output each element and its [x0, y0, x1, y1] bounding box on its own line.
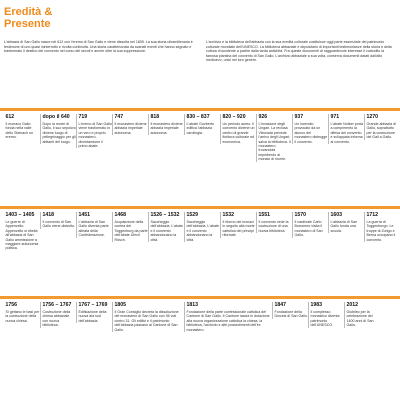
- timeline-year: 1529: [186, 212, 199, 218]
- timeline-entry: [112, 114, 148, 135]
- timeline-year: 1526 – 1532: [150, 212, 180, 218]
- timeline-year: 937: [294, 114, 304, 120]
- timeline-text: Il cardinale Carlo Borromeo visita il monastero di San Gallo.: [294, 220, 323, 238]
- page-title: [4, 6, 52, 30]
- timeline-text: Il monastero diviene abbazia imperiale autonoma.: [150, 122, 183, 135]
- timeline-entry: [4, 302, 40, 323]
- timeline-year: 747: [114, 114, 124, 120]
- timeline-entry: [40, 114, 76, 144]
- timeline-year: dopo il 640: [42, 114, 70, 120]
- timeline-entry: [364, 212, 396, 242]
- timeline-text: Il ritorno dei monaci in seguito alla morte cattolica dei principi riformati.: [222, 220, 255, 238]
- timeline-year: 1403 – 1405: [5, 212, 35, 218]
- band-rule: [0, 108, 400, 111]
- timeline-entry: [328, 114, 364, 144]
- timeline-entry: [148, 114, 184, 135]
- timeline-entry: [272, 302, 308, 319]
- timeline-text: Le guerre di Appenzello. Appenzello si ribella all'abbazia di San Gallo ammissione a maggiore autonomia politica.: [5, 220, 39, 251]
- timeline-year: 2012: [346, 302, 359, 308]
- timeline-text: Saccheggio dell'abbazia. L'abate e il convento abbandonano la città.: [186, 220, 220, 242]
- timeline-text: Acquisizione della contea del Toggenburg da parte dell'abate Ulrich Rösch.: [114, 220, 148, 242]
- timeline-year: 1813: [186, 302, 199, 308]
- timeline-text: Fondazione della parte confessionale cattolica del Cantone di San Gallo. Il Cantone lascia in dotazione alla nuova organizzazione cattolica la chiesa, la biblioteca, l'archivio e altri possedimenti dell'ex monastero.: [186, 310, 270, 332]
- timeline-text: Il convento di San Gallo viene distrutto.: [42, 220, 76, 229]
- timeline-entry: [292, 114, 328, 144]
- band-rule: [0, 296, 400, 299]
- timeline-entry: [328, 212, 364, 233]
- title-line-2: Presente: [4, 18, 51, 30]
- timeline-entry: [112, 212, 148, 242]
- timeline-text: Grande abbazia di Gallo, soprattutto per la costruzione del Gall a Gallo.: [366, 122, 396, 140]
- timeline-year: 1983: [310, 302, 323, 308]
- timeline-year: 1603: [330, 212, 343, 218]
- intro-right: L'archivio e la biblioteca dell'abbazia con la sua eredità culturale costituisce oggi parte essenziale del patrimonio culturale mondiale dell'UNESCO. La biblioteca abbaziale e depositario di importanti testimonianze della storia e della cultura d'occidente a partire dalla tarda antichità. Fra queste documenti di ragguardevole interesse il custodito la famosa piantina del convento di San Gallo. L'archivio abbaziale a sua volta, conserva documenti datati dall'alto medioevo, unici nel loro genere.: [206, 40, 392, 63]
- timeline-entry: [40, 302, 76, 328]
- timeline-text: Il monastero diviene abbazia imperiale autonoma.: [114, 122, 147, 135]
- timeline-entry: [76, 302, 112, 323]
- timeline-text: Il Gran Consiglio decreta la dissoluzione del monastero di San Gallo con 36 voti contro 31. Gli edifici e il patrimonio dell'abbazia passano al Cantone di San Gallo.: [114, 310, 179, 332]
- timeline-year: 1756 – 1767: [42, 302, 72, 308]
- timeline-text: Il complesso monastico diventa patrimonio dell'UNESCO.: [310, 310, 340, 328]
- timeline-year: 1468: [114, 212, 127, 218]
- timeline-entry: [76, 114, 112, 148]
- timeline-text: Giubileo per la celebrazione dei 1400 anni di San Gallo.: [346, 310, 374, 328]
- timeline-year: 1847: [274, 302, 287, 308]
- timeline-entry: [184, 212, 220, 242]
- timeline-year: 719: [78, 114, 88, 120]
- timeline-year: 1756: [5, 302, 18, 308]
- timeline-year: 830 – 837: [186, 114, 210, 120]
- timeline-year: 1551: [258, 212, 271, 218]
- timeline-text: Dopo la morte di Gallo, il suo sepolcro diviene luogo di pellegrinaggio per gli abitanti del luogo.: [42, 122, 76, 144]
- timeline-year: 926: [258, 114, 268, 120]
- timeline-entry: [256, 212, 292, 233]
- timeline-year: 1712: [366, 212, 379, 218]
- timeline-text: Un incendio provocato da un alunno del monastero distrugge il convento.: [294, 122, 328, 144]
- timeline-text: L'abbazia di San Gallo fonda una scuola.: [330, 220, 357, 233]
- band-rule: [0, 206, 400, 209]
- timeline-year: 1418: [42, 212, 55, 218]
- title-line-1: Eredità &: [4, 6, 53, 18]
- timeline-entry: [220, 212, 256, 238]
- timeline-text: L'abate Gozberto edifica l'abbazia carolingia.: [186, 122, 214, 135]
- timeline-year: 971: [330, 114, 340, 120]
- timeline-entry: [148, 212, 184, 242]
- timeline-text: La guerra di Toggenburgo. Le truppe di Zurigo e Berna occupano il convento.: [366, 220, 396, 242]
- intro-left: L'abbazia di San Gallo nasce nel 612 con l'eremo di San Gallo e viene dissolta nel 1805. La sua storia ultramillenaria è testimone di uno quasi ininterrotto e rivolta continuità. Una storia caratterizzata da svariati eventi che hanno segnato e trasformato il destino del convento nel corso dei secoli e anche oltre la sua soppressione.: [4, 40, 193, 54]
- timeline-entry: [76, 212, 112, 238]
- timeline-entry: [184, 114, 220, 135]
- timeline-year: 1270: [366, 114, 379, 120]
- timeline-entry: [184, 302, 272, 332]
- timeline-text: Il convento vede la costruzione di una nuova biblioteca.: [258, 220, 289, 233]
- timeline-year: 612: [5, 114, 15, 120]
- timeline-year: 820 – 920: [222, 114, 246, 120]
- timeline-entry: [364, 114, 396, 140]
- timeline-year: 1570: [294, 212, 307, 218]
- timeline-entry: [308, 302, 344, 328]
- timeline-text: L'abate Notker porta a compimento la difesa del convento e sviluppata informa al convento.: [330, 122, 363, 144]
- timeline-text: L'eremo di San Gallo viene trasformato in un vero e proprio monastero, diventandone il primo abate.: [78, 122, 112, 149]
- timeline-year: 1532: [222, 212, 235, 218]
- timeline-text: Saccheggio dell'abbazia. L'abate e il convento abbandonano la città.: [150, 220, 184, 242]
- timeline-text: Il monaco Gallo fonda nella valle dello Steinach un eremo.: [5, 122, 34, 140]
- timeline-year: 818: [150, 114, 160, 120]
- timeline-entry: [256, 114, 292, 162]
- timeline-text: L'invasione degli Ungari. La reclusa Viborada prevede l'arrivo degli Ungari; salva la biblioteca. Il monastero trovandola impedendo ai monaci di morire.: [258, 122, 291, 162]
- timeline-year: 1451: [78, 212, 91, 218]
- timeline-text: Fondazione della Diocesi di San Gallo.: [274, 310, 308, 319]
- timeline-text: Si gettano le basi per la costruzione della nuova chiesa.: [5, 310, 40, 323]
- timeline-entry: [4, 114, 40, 140]
- timeline-entry: [220, 114, 256, 144]
- timeline-entry: [292, 212, 328, 238]
- timeline-text: Edificazione della nuova ala sud dell'abbazia.: [78, 310, 107, 323]
- timeline-year: 1767 – 1769: [78, 302, 108, 308]
- timeline-entry: [40, 212, 76, 229]
- timeline-text: L'abbazia di San Gallo diventa parte alleata della Confederazione.: [78, 220, 109, 238]
- timeline-entry: [112, 302, 184, 332]
- timeline-text: Costruzione della chiesa abbaziale con nuova biblioteca.: [42, 310, 71, 328]
- timeline-year: 1805: [114, 302, 127, 308]
- timeline-entry: [4, 212, 40, 251]
- timeline-entry: [344, 302, 380, 328]
- timeline-text: Un periodo aureo. Il convento diviene un centro di grande fioritura culturale ed economica.: [222, 122, 255, 144]
